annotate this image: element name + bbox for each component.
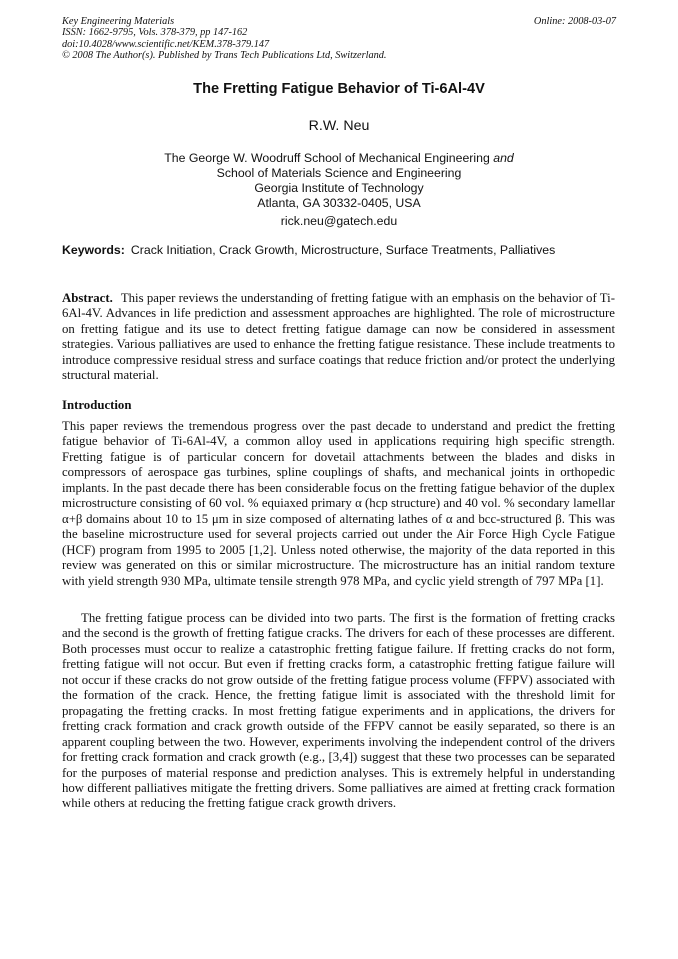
affiliation-school: The George W. Woodruff School of Mechanical Engineering [164, 151, 494, 165]
abstract-text: This paper reviews the understanding of fretting fatigue with an emphasis on the behavior of Ti-6Al-4V. Advances in life prediction and assessment approaches are highlighted. The role of microstructure on fretting fatigue and its use to detect fretting fatigue damage can now be considered in assessment strategies. Various palliatives are used to enhance the fretting fatigue resistance. These include treatments to introduce compressive residual stress and surface coatings that reduce friction and/or protect the underlying structural material. [62, 291, 615, 383]
keywords-line [62, 243, 622, 257]
introduction-paragraph-2: The fretting fatigue process can be divided into two parts. The first is the formation of fretting cracks and the second is the growth of fretting fatigue cracks. The drivers for each of these processes are different. Both processes must occur to realize a catastrophic fretting fatigue failure. If fretting cracks do not form, fretting fatigue will not occur. But even if fretting cracks form, a catastrophic fretting fatigue failure will not occur if these cracks do not grow outside of the fretting fatigue process volume (FFPV) associated with the formation of the crack. Hence, the fretting fatigue limit is associated with the threshold limit for propagating the fretting cracks. In most fretting fatigue experiments and in applications, the drivers for fretting crack formation and crack growth outside of the FFPV cannot be easily separated, so there is an apparent coupling between the two. However, experiments involving the independent control of the drivers for fretting crack formation and crack growth (e.g., [3,4]) suggest that these two processes can be separated for the purposes of material response and prediction analyses. This is extremely helpful in understanding how different palliatives mitigate the fretting drivers. Some palliatives are aimed at fretting crack formation while others at reducing the fretting fatigue crack growth drivers. [62, 611, 615, 811]
keywords-label: Keywords: [62, 243, 125, 257]
journal-name: Key Engineering Materials [62, 16, 175, 27]
abstract-label: Abstract. [62, 291, 113, 305]
paper-title: The Fretting Fatigue Behavior of Ti-6Al-4V [193, 81, 485, 97]
author-email: rick.neu@gatech.edu [280, 214, 398, 228]
issn-line: ISSN: 1662-9795, Vols. 378-379, pp 147-162 [62, 27, 248, 39]
introduction-paragraph-1: This paper reviews the tremendous progress over the past decade to understand and predict the fretting fatigue behavior of Ti-6Al-4V, a common alloy used in applications requiring high specific strength. Fretting fatigue is of particular concern for dovetail attachments between the blades and disks in compressors of aerospace gas turbines, spline couplings of shafts, and mechanical joints in orthopedic implants. In the past decade there has been considerable focus on the fretting fatigue behavior of the duplex microstructure consisting of 60 vol. % equiaxed primary α (hcp structure) and 40 vol. % secondary lamellar α+β domains about 10 to 15 μm in size composed of alternating lathes of α and bcc-structured β. This was the baseline microstructure used for several projects carried out under the Air Force High Cycle Fatigue (HCF) program from 1995 to 2005 [1,2]. Unless noted otherwise, the majority of the data reported in this review was generated on this or similar microstructure. The microstructure has an initial random texture with yield strength 930 MPa, ultimate tensile strength 978 MPa, and cyclic yield strength of 797 MPa [1]. [62, 419, 615, 588]
doi-line: doi:10.4028/www.scientific.net/KEM.378-379.147 [62, 38, 270, 50]
section-heading-introduction: Introduction [62, 398, 132, 412]
affiliation-line-3: Georgia Institute of Technology [254, 180, 424, 195]
author-name: R.W. Neu [308, 118, 370, 134]
affiliation-line-1 [62, 151, 616, 166]
affiliation-line-2: School of Materials Science and Engineering [216, 165, 462, 180]
abstract-paragraph [62, 291, 615, 384]
online-date: Online: 2008-03-07 [533, 16, 616, 27]
affiliation-and: and [493, 151, 514, 165]
publication-header [62, 16, 616, 61]
affiliation-line-4: Atlanta, GA 30332-0405, USA [257, 195, 421, 210]
keywords-text: Crack Initiation, Crack Growth, Microstructure, Surface Treatments, Palliatives [130, 243, 556, 257]
author-affiliation [62, 151, 616, 211]
copyright-line: © 2008 The Author(s). Published by Trans Tech Publications Ltd, Switzerland. [62, 49, 387, 61]
